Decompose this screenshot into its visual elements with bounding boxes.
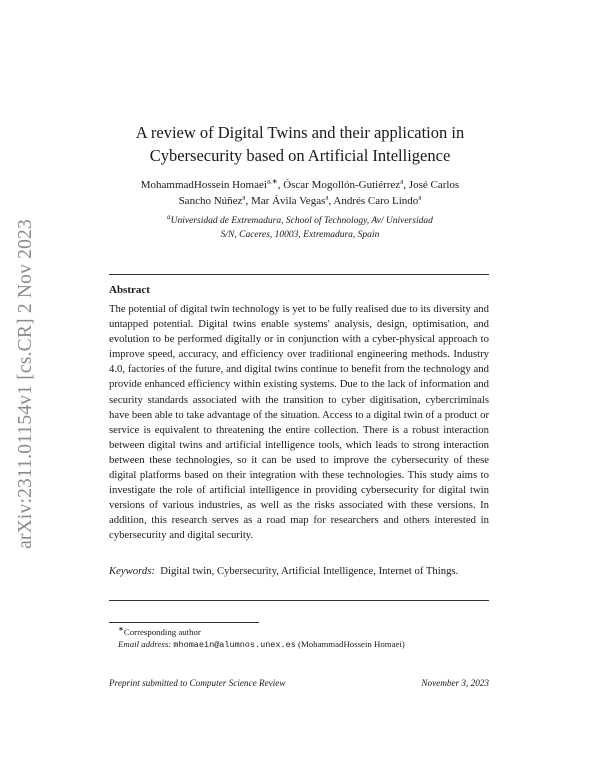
affiliation-line-1 <box>110 214 490 228</box>
abstract-body: The potential of digital twin technology is yet to be fully realised due to its diversity and untapped potential. Digital twins enable systems' analysis, design, optimisation, and evolution to be performed digitally or in conjunction with a cyber-physical approach to improve speed, accuracy, and efficiency over traditional engineering methods. Industry 4.0, factories of the future, and digital twins continue to benefit from the technology and provide enhanced efficiency within existing systems. Due to the lack of information and security standards associated with the transition to cyber digitisation, cybercriminals have been able to take advantage of the situation. Access to a digital twin of a product or service is equivalent to threatening the entire collection. There is a robust interaction between digital twins and artificial intelligence tools, which leads to strong interaction between these technologies, so it can be used to improve the cybersecurity of these digital platforms based on their integration with these technologies. This study aims to investigate the role of artificial intelligence in providing cybersecurity for digital twin versions of various industries, as well as the risks associated with these versions. In addition, this research serves as a road map for researchers and others interested in cybersecurity and digital security. <box>109 303 489 542</box>
email-label: Email address: <box>118 639 172 649</box>
keywords <box>109 564 489 579</box>
author-name: Mar Ávila Vegas <box>251 195 326 207</box>
author-list <box>110 177 490 209</box>
paper-title <box>110 121 490 167</box>
email-owner: (MohammadHossein Homaei) <box>298 639 405 649</box>
corresponding-author-label: Corresponding author <box>123 627 201 637</box>
affiliation <box>110 214 490 242</box>
author-marker: a,∗ <box>266 177 278 186</box>
abstract-top-rule <box>109 274 489 275</box>
keywords-label: Keywords: <box>109 565 155 577</box>
abstract-bottom-rule <box>109 600 489 601</box>
author-marker: a <box>418 193 422 202</box>
title-line-2: Cybersecurity based on Artificial Intelligence <box>149 146 451 165</box>
author-marker: a <box>400 177 404 186</box>
footnote-line-1 <box>118 626 405 638</box>
arxiv-stamp <box>6 207 46 561</box>
author-line-2: Sancho Núñez$^a$, Mar Ávila Vegas$^a$, Andrés Caro Lindo$^a$ <box>178 193 422 207</box>
email-address[interactable]: mhomaein@alumnos.unex.es <box>173 640 296 650</box>
affiliation-line-2: S/N, Caceres, 10003, Extremadura, Spain <box>220 230 380 240</box>
author-name: José Carlos <box>408 179 460 191</box>
author-name: MohammadHossein Homaei <box>140 179 267 191</box>
abstract-heading: Abstract <box>109 284 150 296</box>
affiliation-text: Universidad de Extremadura, School of Technology, Av/ Universidad <box>170 216 433 226</box>
title-line-1: A review of Digital Twins and their application in <box>135 123 465 142</box>
page-footer <box>109 678 489 688</box>
footer-date: November 3, 2023 <box>421 678 489 688</box>
author-marker: a <box>242 193 246 202</box>
author-line-1: MohammadHossein Homaei$^{a,∗}$, Óscar Mogollón-Gutiérrez$^a$, José Carlos <box>140 177 460 191</box>
author-marker: a <box>325 193 329 202</box>
footer-preprint-note: Preprint submitted to Computer Science Review <box>109 678 286 688</box>
author-name: Óscar Mogollón-Gutiérrez <box>283 179 401 191</box>
arxiv-stamp-text: arXiv:2311.01154v1 [cs.CR] 2 Nov 2023 <box>15 219 37 549</box>
affiliation-marker: a <box>167 212 171 221</box>
author-name: Andrés Caro Lindo <box>333 195 419 207</box>
footnote-marker: ∗ <box>118 625 124 634</box>
author-name: Sancho Núñez <box>178 195 243 207</box>
footnote-line-2 <box>118 638 405 651</box>
footnote <box>118 626 405 651</box>
keywords-text: Digital twin, Cybersecurity, Artificial Intelligence, Internet of Things. <box>160 565 459 577</box>
footnote-rule <box>109 622 259 623</box>
